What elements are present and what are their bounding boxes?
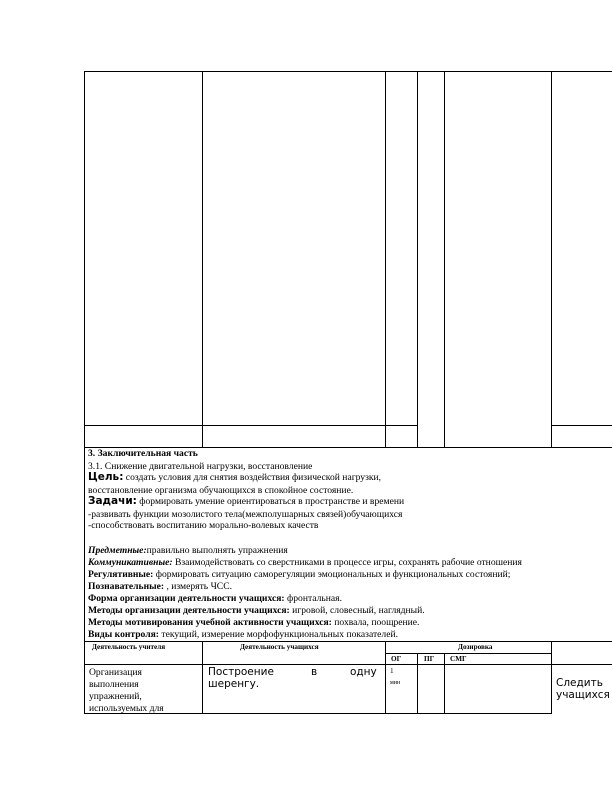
motivation-methods-text: похвала, поощрение. bbox=[331, 617, 420, 628]
header-smg: СМГ bbox=[450, 655, 467, 663]
column-divider bbox=[444, 653, 445, 714]
table-border-left bbox=[84, 71, 85, 714]
tasks-line bbox=[88, 496, 404, 507]
goal-text: создать условия для снятия воздействия физической нагрузки, bbox=[123, 472, 382, 483]
og-value: 1 bbox=[390, 667, 394, 675]
row-divider bbox=[385, 653, 552, 654]
organization-methods-text: игровой, словесный, наглядный. bbox=[289, 605, 425, 616]
header-students: Деятельность учащихся bbox=[240, 643, 319, 651]
communicative-results bbox=[88, 557, 522, 568]
cognitive-label: Познавательные: bbox=[88, 581, 165, 592]
control-types-label: Виды контроля: bbox=[88, 629, 159, 640]
students-cell-word: в bbox=[311, 666, 318, 678]
students-cell-line: шеренгу. bbox=[208, 678, 260, 690]
row-divider bbox=[84, 664, 612, 665]
organization-form bbox=[88, 593, 342, 604]
subject-results bbox=[88, 545, 288, 556]
teacher-cell-line: используемых для bbox=[89, 703, 164, 714]
organization-methods bbox=[88, 605, 425, 616]
note-cell-line: Следить bbox=[556, 677, 603, 689]
row-divider bbox=[552, 425, 612, 426]
control-types bbox=[88, 629, 398, 640]
teacher-cell-line: Организация bbox=[89, 667, 142, 678]
communicative-text: Взаимодействовать со сверстниками в процессе игры, сохранять рабочие отношения bbox=[172, 557, 522, 568]
regulative-results bbox=[88, 569, 510, 580]
subject-label: Предметные: bbox=[88, 545, 147, 556]
row-divider bbox=[84, 425, 385, 426]
tasks-text: формировать умение ориентироваться в пространстве и времени bbox=[136, 496, 405, 507]
organization-methods-label: Методы организации деятельности учащихся: bbox=[88, 605, 290, 616]
column-divider bbox=[417, 653, 418, 714]
column-divider bbox=[202, 71, 203, 448]
regulative-label: Регулятивные: bbox=[88, 569, 154, 580]
task-item: -способствовать воспитанию морально-волевых качеств bbox=[88, 520, 319, 531]
column-divider bbox=[202, 641, 203, 714]
column-divider bbox=[417, 71, 418, 448]
motivation-methods bbox=[88, 617, 419, 628]
regulative-text: формировать ситуацию саморегуляции эмоциональных и функциональных состояний; bbox=[153, 569, 511, 580]
section-subtitle: 3.1. Снижение двигательной нагрузки, восстановление bbox=[88, 461, 313, 472]
teacher-cell-line: выполнения bbox=[89, 679, 139, 690]
column-divider bbox=[385, 71, 386, 448]
row-divider bbox=[385, 425, 418, 426]
goal-label: Цель: bbox=[88, 471, 124, 483]
header-dosage: Дозировка bbox=[458, 643, 493, 651]
students-cell-word: Построение bbox=[208, 666, 274, 678]
motivation-methods-label: Методы мотивирования учебной активности учащихся: bbox=[88, 617, 332, 628]
goal-line-2: восстановление организма обучающихся в спокойное состояние. bbox=[88, 485, 354, 496]
control-types-text: текущий, измерение морфофункциональных показателей. bbox=[159, 629, 398, 640]
row-divider bbox=[84, 641, 612, 642]
header-teacher: Деятельность учителя bbox=[92, 643, 166, 651]
column-divider bbox=[385, 641, 386, 714]
header-pg: ПГ bbox=[424, 655, 435, 663]
goal-line bbox=[88, 472, 381, 483]
cognitive-results bbox=[88, 581, 232, 592]
organization-form-text: фронтальная. bbox=[284, 593, 342, 604]
organization-form-label: Форма организации деятельности учащихся: bbox=[88, 593, 285, 604]
column-divider bbox=[551, 71, 552, 448]
students-cell-word: одну bbox=[350, 666, 377, 678]
teacher-cell-line: упражнений, bbox=[89, 691, 142, 702]
cognitive-text: , измерять ЧСС. bbox=[164, 581, 232, 592]
tasks-label: Задачи: bbox=[88, 495, 137, 507]
task-item: -развивать функции мозолистого тела(межполушарных связей)обучающихся bbox=[88, 509, 403, 520]
note-cell-line: учащихся bbox=[556, 689, 610, 701]
section-title: 3. Заключительная часть bbox=[88, 448, 198, 459]
table-border-top bbox=[84, 71, 612, 72]
header-og: ОГ bbox=[391, 655, 402, 663]
og-unit: мин bbox=[390, 680, 401, 686]
communicative-label: Коммуникативные: bbox=[88, 557, 173, 568]
subject-text: правильно выполнять упражнения bbox=[146, 545, 288, 556]
column-divider bbox=[444, 71, 445, 448]
column-divider bbox=[551, 641, 552, 714]
